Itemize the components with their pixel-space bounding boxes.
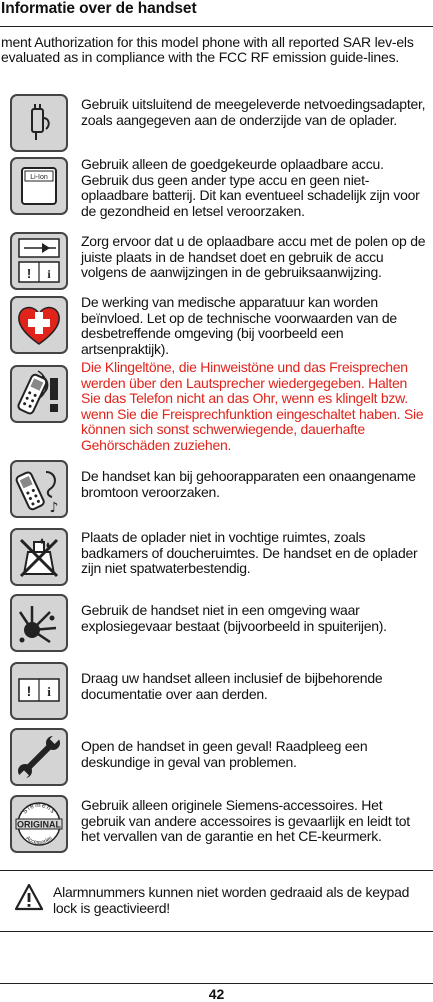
warning-triangle-icon xyxy=(14,883,44,911)
warning-bottom-rule xyxy=(0,931,433,932)
svg-text:♪: ♪ xyxy=(49,500,59,516)
manual-icon xyxy=(10,662,68,720)
siemens-original-accessories-icon xyxy=(10,795,68,853)
warning-top-rule xyxy=(0,870,433,871)
badge-label: ORIGINAL xyxy=(17,819,61,830)
badge-arc-bottom: Accessories xyxy=(24,835,54,847)
safety-text: Gebruik uitsluitend de meegeleverde netvoedingsadapter, zoals aangegeven aan de onderzijde van de oplader. xyxy=(81,96,426,128)
explosion-hazard-icon xyxy=(10,594,68,652)
power-adapter-icon xyxy=(10,94,68,152)
safety-text: De werking van medische apparatuur kan worden beïnvloed. Let op de technische voorwaarden van de desbetreffende omgeving (bij voorbeeld een artsenpraktijk). xyxy=(81,294,397,357)
page-title: Informatie over de handset xyxy=(1,0,197,17)
intro-paragraph: ment Authorization for this model phone with all reported SAR lev-els evaluated as in compliance with the FCC RF emission guide-lines. xyxy=(1,34,414,65)
svg-text:i: i xyxy=(47,684,51,699)
page-number: 42 xyxy=(208,986,225,1002)
svg-text:!: ! xyxy=(26,266,32,281)
header-rule xyxy=(0,26,433,27)
battery-polarity-manual-icon xyxy=(10,232,68,290)
safety-text: Plaats de oplader niet in vochtige ruimtes, zoals badkamers of doucheruimtes. De handset en de oplader zijn niet spatwaterbestendig. xyxy=(81,529,418,576)
loud-ringtone-warning-icon xyxy=(10,365,68,423)
safety-text: Gebruik alleen originele Siemens-accessoires. Het gebruik van andere accessoires is gevaarlijk en leidt tot het vervallen van de garantie en het CE-keurmerk. xyxy=(81,797,410,844)
safety-text: De handset kan bij gehoorapparaten een onaangename bromtoon veroorzaken. xyxy=(81,468,416,500)
footer-rule xyxy=(0,983,433,984)
battery-label: Li-Ion xyxy=(30,174,48,181)
no-water-icon xyxy=(10,528,68,586)
svg-text:!: ! xyxy=(26,683,32,699)
safety-text: Draag uw handset alleen inclusief de bijbehorende documentatie over aan derden. xyxy=(81,670,383,702)
safety-text: Gebruik de handset niet in een omgeving waar explosiegevaar bestaat (bijvoorbeeld in spuiterijen). xyxy=(81,602,387,634)
safety-text: Zorg ervoor dat u de oplaadbare accu met de polen op de juiste plaats in de handset doet en gebruik de accu volgens de aanwijzingen in de gebruiksaanwijzing. xyxy=(81,233,426,280)
wrench-icon xyxy=(10,728,68,786)
svg-text:i: i xyxy=(47,267,51,281)
badge-arc-top: Siemens xyxy=(21,801,57,816)
page-header xyxy=(0,0,433,28)
hearing-aid-hum-icon xyxy=(10,460,68,518)
safety-text: Gebruik alleen de goedgekeurde oplaadbare accu. Gebruik dus geen ander type accu en geen niet-oplaadbare batterij. Dit kan eventueel schadelijk zijn voor de gezondheid en letsel veroorzaken. xyxy=(81,156,420,219)
medical-heart-icon xyxy=(10,296,68,354)
warning-text: Alarmnummers kunnen niet worden gedraaid als de keypad lock is geactivieerd! xyxy=(53,884,410,916)
safety-text: Open de handset in geen geval! Raadpleeg een deskundige in geval van problemen. xyxy=(81,738,368,770)
battery-icon xyxy=(10,157,68,215)
safety-text: Die Klingeltöne, die Hinweistöne und das Freisprechen werden über den Lautsprecher wiedergegeben. Halten Sie das Telefon nicht an das Ohr, wenn es klingelt bzw. wenn Sie die Freisprechfunktion eingeschaltet haben. Sie können sich sonst schwerwiegende, dauerhafte Gehörschäden zuziehen. xyxy=(81,359,424,453)
